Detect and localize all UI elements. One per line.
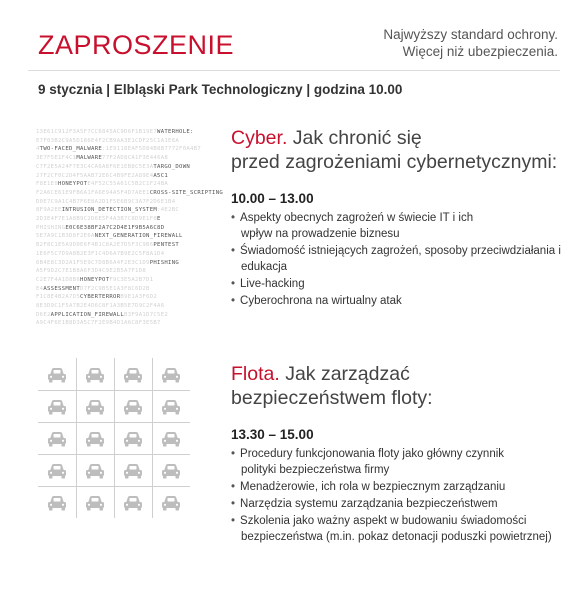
car-icon: [84, 491, 106, 513]
matrix-line: [36, 276, 190, 285]
matrix-keyword: CROSS-SITE_SCRIPTING: [149, 189, 224, 196]
matrix-code: 13E61C912F3A5F7CC6845AC9D6F1B19E7: [36, 129, 158, 135]
car-icon: [46, 427, 68, 449]
matrix-code: 4: [36, 146, 40, 153]
matrix-code: 1E6F5C7D9A8B2E3F1C4D6A7B9E2C5F8A1D4: [36, 250, 165, 257]
car-icon: [46, 363, 68, 385]
matrix-keyword: ASSESSMENT: [43, 285, 81, 292]
matrix-keyword: HONEYPOT: [58, 181, 88, 188]
page-title: ZAPROSZENIE: [38, 30, 235, 60]
grid-line: [76, 358, 77, 518]
list-item: • Live-hacking: [231, 276, 561, 292]
matrix-code: B3F9A1D7C5E2: [124, 311, 169, 318]
car-icon: [122, 363, 144, 385]
section-cyber-heading-rest: Jak chronić się: [292, 127, 422, 149]
matrix-code: A5F9D2C7E1B8A6F3D4C9E2B5A7F1D8: [36, 268, 147, 275]
matrix-line: [36, 189, 224, 198]
matrix-code: F1C8E4B2A7D5: [36, 294, 81, 301]
list-item: • Procedury funkcjonowania floty jako główny czynnik polityki bezpieczeństwa firmy: [231, 446, 541, 478]
matrix-code: E4: [36, 285, 44, 292]
list-item: • Szkolenia jako ważny aspekt w budowaniu świadomości bezpieczeństwa (m.in. pokaz detonacji poduszki powietrznej): [231, 513, 571, 545]
matrix-line: [36, 232, 190, 241]
matrix-code: D6E2: [36, 311, 51, 318]
tagline-line-1: Najwyższy standard ochrony.: [383, 27, 558, 42]
matrix-code: 6B4E8C3D2A1F5E9C7D8B6A4F2E3C1D9: [36, 259, 150, 266]
car-icon: [160, 459, 182, 481]
section-fleet-heading: [231, 362, 561, 410]
section-fleet-heading-line2: bezpieczeństwem floty:: [231, 387, 433, 409]
list-item: • Menadżerowie, ich rola w bezpiecznym zarządzaniu: [231, 479, 561, 495]
matrix-line: [36, 215, 190, 224]
tagline: [383, 26, 558, 60]
matrix-code: :4E2BC: [157, 207, 180, 214]
section-fleet-heading-rest: Jak zarządzać: [285, 363, 410, 385]
matrix-keyword: HONEYPOT: [80, 276, 110, 283]
matrix-line: [36, 198, 190, 207]
section-cyber-list: [231, 210, 561, 309]
matrix-code: :1E9118EAF5D84B8B7772F0A4B7: [102, 146, 202, 153]
matrix-line: [36, 206, 190, 215]
car-icon: [84, 427, 106, 449]
list-item: • Narzędzia systemu zarządzania bezpieczeństwem: [231, 496, 561, 512]
matrix-line: [36, 241, 190, 250]
car-icon: [46, 395, 68, 417]
matrix-keyword: CYBERTERROR: [80, 294, 121, 301]
grid-line: [38, 454, 190, 455]
car-icon: [122, 427, 144, 449]
section-cyber-heading: [231, 126, 561, 174]
matrix-code: F2A6CE61E9FB6A1FA6E94A5F4D7AEE1: [36, 189, 150, 196]
list-item: • Aspekty obecnych zagrożeń w świecie IT i ich wpływ na prowadzenie biznesu: [231, 210, 477, 242]
matrix-code: PHISHING: [36, 224, 66, 231]
section-cyber: [231, 126, 561, 310]
section-fleet: [231, 362, 561, 546]
car-icon: [160, 395, 182, 417]
car-icon: [84, 459, 106, 481]
section-cyber-time: 10.00 – 13.00: [231, 191, 314, 206]
matrix-code: B2F8C1E5A9D0E6F4B1C8A2E7D5F3C9B6: [36, 242, 154, 249]
car-icon: [122, 491, 144, 513]
car-icon: [46, 459, 68, 481]
matrix-code: C2E7F4A1D8B6: [36, 276, 81, 283]
list-item: • Cyberochrona na wirtualny atak: [231, 293, 561, 309]
matrix-line: [36, 145, 202, 154]
matrix-code: E7F03B2C9A5D186E4F2CB9AA3E1CDF25C1A1E6A: [36, 137, 180, 144]
grid-line: [38, 390, 190, 391]
matrix-code: A9C4F6E1B8D3A5C7F2E9B4D1A6C8F3E5B7: [36, 320, 161, 327]
matrix-line: [36, 250, 190, 259]
matrix-line: [36, 163, 190, 172]
matrix-keyword: E: [157, 216, 161, 223]
matrix-code: D0E7C9A1C4B7F6E8A2D1F5E6B9C3A7F2D6E1B4: [36, 198, 176, 205]
matrix-code: B9E1A3F6D2: [120, 294, 158, 301]
car-icon: [122, 459, 144, 481]
matrix-code: 2D3E4F7E1A8B9C2D6E5F4A3B7C8D9E1F0: [36, 216, 158, 223]
car-icon: [122, 395, 144, 417]
matrix-line: [36, 154, 190, 163]
grid-line: [114, 358, 115, 518]
matrix-line: [36, 293, 190, 302]
section-cyber-heading-line2: przed zagrożeniami cybernetycznymi:: [231, 151, 558, 173]
section-fleet-accent: Flota.: [231, 363, 280, 385]
matrix-keyword: A5C1: [153, 172, 169, 179]
matrix-line: [36, 224, 190, 233]
cyber-matrix-art: [36, 128, 224, 327]
matrix-line: [36, 302, 190, 311]
matrix-keyword: TWO-FACED_MALWARE: [39, 146, 103, 153]
matrix-code: 8F9A2EE: [36, 207, 62, 214]
matrix-code: 3E7F5E1F4C1: [36, 155, 77, 162]
matrix-line: [36, 172, 190, 181]
car-icon: [46, 491, 68, 513]
matrix-code: 77F2AD8CA1F3E446A8: [102, 155, 169, 162]
matrix-keyword: E0C6E38BF2A7C2D4E1F9B5A6C8D: [65, 224, 165, 231]
car-icon: [160, 363, 182, 385]
fleet-car-grid: [38, 358, 190, 518]
matrix-code: 8E3D9C1F5A7B2E4D6C8F1A3B5E7D9C2F4A6: [36, 303, 165, 310]
matrix-keyword: NEXT_GENERATION_FIREWALL: [94, 233, 183, 240]
section-fleet-list: [231, 446, 561, 545]
tagline-line-2: Więcej niż ubezpieczenia.: [402, 44, 558, 59]
matrix-keyword: WATERHOLE:: [157, 129, 194, 135]
matrix-code: E4F52C55A61C5B2C1F24BA: [87, 181, 169, 188]
matrix-keyword: PENTEST: [153, 242, 180, 249]
matrix-line: [36, 137, 190, 146]
matrix-code: F8E1E0: [36, 181, 59, 188]
matrix-line: [36, 267, 190, 276]
matrix-line: [36, 311, 190, 320]
matrix-keyword: TARGO_DOWN: [153, 163, 191, 170]
matrix-line: [36, 180, 190, 189]
matrix-keyword: MALWARE: [76, 155, 103, 162]
matrix-code: 27F2CF0C2D4F5AAB72E6C4B9FE2A89E4: [36, 172, 154, 179]
matrix-line: [36, 285, 190, 294]
matrix-code: F9C3E5A2B7D1: [109, 276, 154, 283]
header-divider: [28, 70, 560, 71]
car-icon: [160, 427, 182, 449]
grid-line: [152, 358, 153, 518]
grid-line: [38, 422, 190, 423]
matrix-line: [36, 319, 190, 328]
section-cyber-accent: Cyber.: [231, 127, 288, 149]
matrix-code: C7F2E5A24F7E3C4CA6A8F6E1EB8C5E3A: [36, 163, 154, 170]
car-icon: [84, 363, 106, 385]
car-icon: [84, 395, 106, 417]
matrix-code: 5E7A9C1B3D8F2E6A: [36, 233, 95, 240]
matrix-line: [36, 259, 190, 268]
matrix-keyword: PHISHING: [149, 259, 180, 266]
matrix-keyword: INTRUSION_DETECTION_SYSTEM: [61, 207, 158, 214]
matrix-keyword: APPLICATION_FIREWALL: [50, 311, 125, 318]
car-icon: [160, 491, 182, 513]
event-info: 9 stycznia | Elbląski Park Technologiczny | godzina 10.00: [38, 82, 403, 97]
grid-line: [38, 486, 190, 487]
section-fleet-time: 13.30 – 15.00: [231, 427, 314, 442]
matrix-line: [36, 128, 194, 137]
list-item: • Świadomość istniejących zagrożeń, sposoby przeciwdziałania i edukacja: [231, 243, 571, 275]
matrix-code: D7F2C9B5E1A3F8C6D2B: [80, 285, 150, 292]
